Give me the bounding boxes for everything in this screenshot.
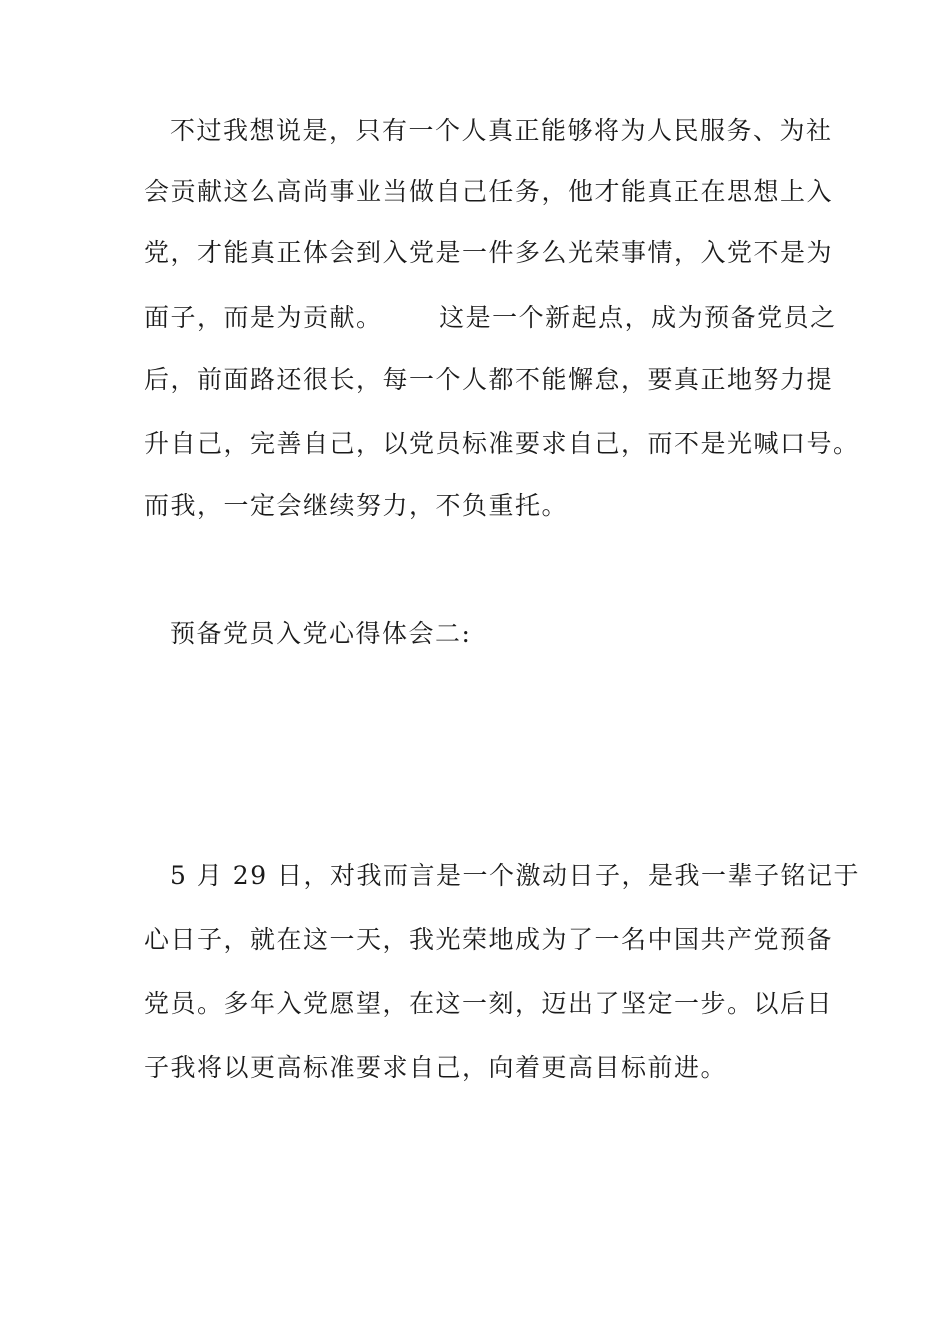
paragraph-2-line-3: 党员。多年入党愿望，在这一刻，迈出了坚定一步。以后日: [144, 989, 834, 1018]
paragraph-1-line-3: 党，才能真正体会到入党是一件多么光荣事情，入党不是为: [144, 238, 834, 267]
paragraph-2-line-2: 心日子，就在这一天，我光荣地成为了一名中国共产党预备: [144, 925, 834, 954]
paragraph-1-line-7: 而我，一定会继续努力，不负重托。: [144, 491, 569, 520]
paragraph-1-line-1: 不过我想说是，只有一个人真正能够将为人民服务、为社: [170, 116, 833, 145]
paragraph-1-line-2: 会贡献这么高尚事业当做自己任务，他才能真正在思想上入: [144, 177, 834, 206]
paragraph-1-line-5: 后，前面路还很长，每一个人都不能懈怠，要真正地努力提: [144, 365, 834, 394]
section-heading: 预备党员入党心得体会二:: [170, 619, 472, 648]
paragraph-2-line-4: 子我将以更高标准要求自己，向着更高目标前进。: [144, 1053, 728, 1082]
paragraph-2-line-1: 5 月 29 日，对我而言是一个激动日子，是我一辈子铭记于: [170, 861, 861, 890]
paragraph-1-line-6: 升自己，完善自己，以党员标准要求自己，而不是光喊口号。: [144, 429, 860, 458]
paragraph-1-line-4: 面子，而是为贡献。 这是一个新起点，成为预备党员之: [144, 303, 837, 332]
